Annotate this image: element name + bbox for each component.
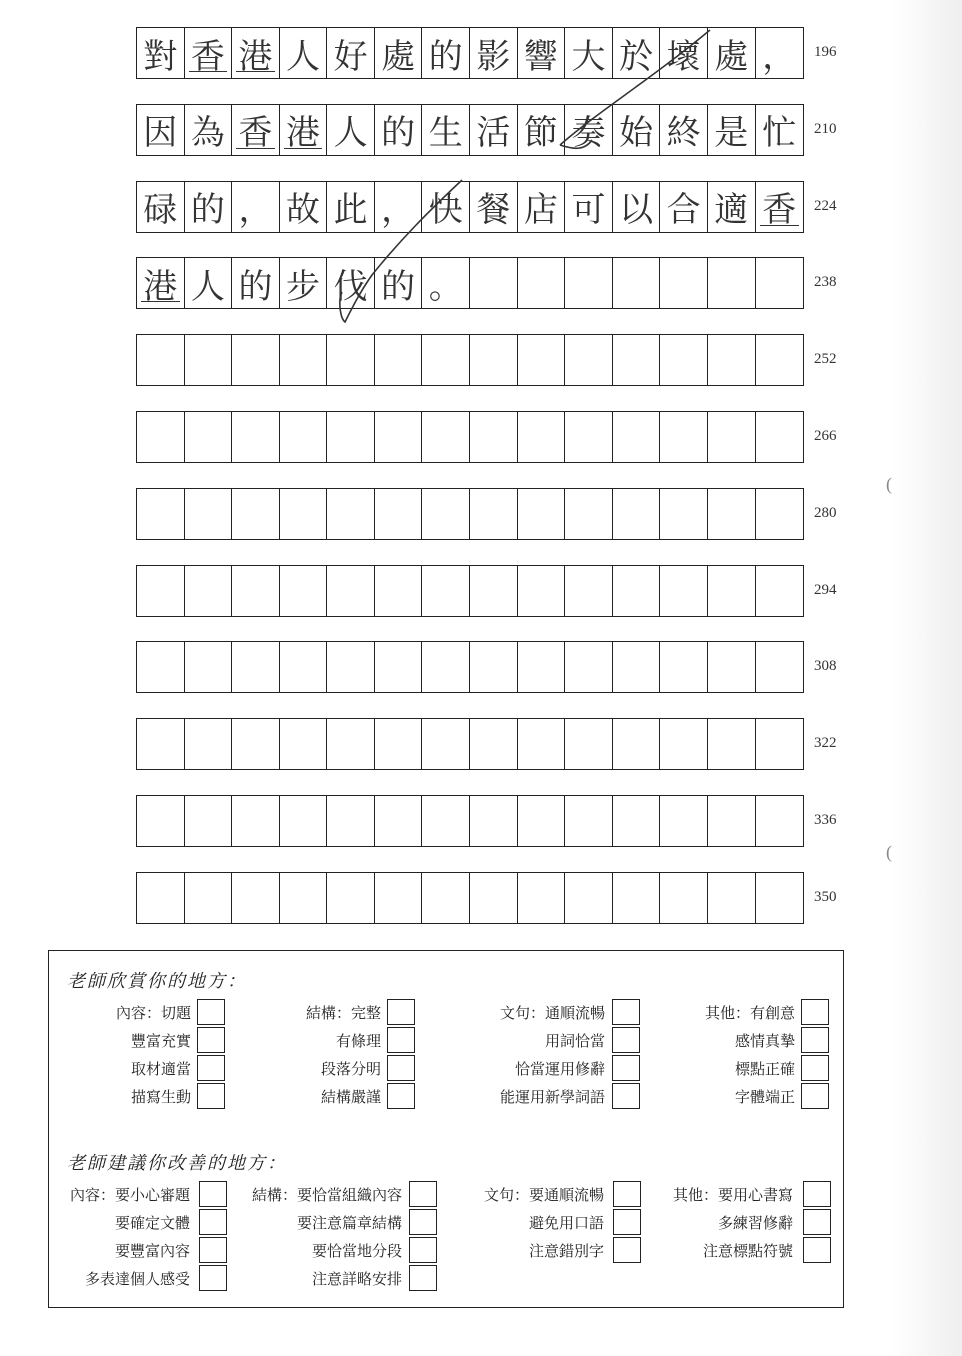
grid-cell: 對 <box>137 28 185 78</box>
grid-cell <box>232 873 280 923</box>
character-count: 210 <box>814 120 837 137</box>
grid-cell <box>565 412 613 462</box>
grid-cell <box>565 335 613 385</box>
checkbox[interactable] <box>387 1055 415 1081</box>
grid-cell: 大 <box>565 28 613 78</box>
grid-cell <box>565 796 613 846</box>
grid-cell <box>137 566 185 616</box>
grid-cell: 人 <box>185 258 233 308</box>
checkbox[interactable] <box>803 1209 831 1235</box>
checklist-label <box>484 1184 604 1205</box>
grid-cell: 於 <box>613 28 661 78</box>
grid-cell <box>708 412 756 462</box>
character-count: 350 <box>814 888 837 905</box>
grid-row <box>136 104 804 156</box>
grid-cell <box>518 335 566 385</box>
checkbox[interactable] <box>199 1265 227 1291</box>
grid-cell <box>375 489 423 539</box>
grid-cell: 終 <box>660 105 708 155</box>
grid-cell <box>470 258 518 308</box>
grid-cell: 香 <box>756 182 804 232</box>
checklist-label <box>545 1030 605 1051</box>
grid-cell <box>660 719 708 769</box>
grid-cell: ， <box>232 182 280 232</box>
grid-cell <box>708 566 756 616</box>
checklist-item-text: 字體端正 <box>734 1088 795 1106</box>
category-head: 其他： <box>704 1004 750 1022</box>
grid-cell <box>327 335 375 385</box>
character-count: 336 <box>814 812 837 828</box>
grid-cell <box>137 335 185 385</box>
checkbox[interactable] <box>387 999 415 1025</box>
grid-cell <box>518 566 566 616</box>
grid-row <box>136 565 804 617</box>
grid-row <box>136 411 804 463</box>
grid-cell <box>708 873 756 923</box>
grid-cell <box>375 642 423 692</box>
grid-cell: 的 <box>375 258 423 308</box>
checklist-label <box>735 1058 795 1079</box>
grid-cell: 香 <box>185 28 233 78</box>
grid-cell <box>708 642 756 692</box>
grid-cell <box>565 489 613 539</box>
grid-cell <box>756 796 804 846</box>
grid-cell: 適 <box>708 182 756 232</box>
checklist-label <box>703 1240 793 1261</box>
improve-title: 老師建議你改善的地方： <box>67 1153 287 1174</box>
grid-cell <box>470 642 518 692</box>
category-head: 結構： <box>305 1004 351 1022</box>
grid-cell <box>470 796 518 846</box>
grid-cell <box>756 642 804 692</box>
checklist-label <box>718 1212 793 1233</box>
grid-cell <box>518 489 566 539</box>
checklist-label <box>116 1002 191 1023</box>
grid-cell <box>232 335 280 385</box>
checklist-item-text: 能運用新學詞語 <box>499 1088 605 1106</box>
grid-cell <box>280 412 328 462</box>
grid-cell <box>708 489 756 539</box>
checklist-label <box>252 1184 402 1205</box>
checklist-item-text: 注意標點符號 <box>702 1242 793 1260</box>
grid-cell <box>422 335 470 385</box>
checklist-item-text: 段落分明 <box>320 1060 381 1078</box>
grid-cell: 響 <box>518 28 566 78</box>
grid-row <box>136 795 804 847</box>
checklist-label <box>131 1058 191 1079</box>
grid-cell <box>613 258 661 308</box>
checklist-label <box>336 1030 381 1051</box>
margin-mark: ( <box>886 842 892 862</box>
grid-cell: 餐 <box>470 182 518 232</box>
grid-cell <box>613 412 661 462</box>
checklist-label <box>115 1240 190 1261</box>
checkbox[interactable] <box>613 1237 641 1263</box>
character-count: 294 <box>814 581 837 598</box>
checkbox[interactable] <box>803 1181 831 1207</box>
grid-row <box>136 257 804 309</box>
grid-cell <box>422 873 470 923</box>
grid-cell <box>327 566 375 616</box>
checkbox[interactable] <box>387 1083 415 1109</box>
checklist-item-text: 要確定文體 <box>114 1214 190 1232</box>
grid-cell <box>613 796 661 846</box>
grid-cell <box>327 489 375 539</box>
checkbox[interactable] <box>409 1237 437 1263</box>
grid-cell <box>327 412 375 462</box>
grid-cell <box>185 335 233 385</box>
grid-cell <box>422 642 470 692</box>
grid-cell <box>660 566 708 616</box>
grid-cell <box>756 258 804 308</box>
category-head: 內容： <box>69 1186 115 1204</box>
checklist-item-text: 描寫生動 <box>130 1088 191 1106</box>
checklist-item-text: 標點正確 <box>734 1060 795 1078</box>
grid-cell: 港 <box>232 28 280 78</box>
checklist-label <box>529 1212 604 1233</box>
grid-cell <box>470 719 518 769</box>
checklist-item-text: 多練習修辭 <box>717 1214 793 1232</box>
grid-cell <box>756 719 804 769</box>
grid-cell: 的 <box>232 258 280 308</box>
checkbox[interactable] <box>612 1055 640 1081</box>
grid-cell <box>137 796 185 846</box>
grid-cell <box>232 489 280 539</box>
appreciate-title: 老師欣賞你的地方： <box>67 971 247 992</box>
grid-cell <box>280 642 328 692</box>
checkbox[interactable] <box>197 1055 225 1081</box>
grid-cell <box>327 719 375 769</box>
checklist-item-text: 注意錯別字 <box>528 1242 604 1260</box>
grid-cell <box>422 489 470 539</box>
checklist-label <box>115 1212 190 1233</box>
checklist-label <box>70 1184 190 1205</box>
grid-cell <box>327 873 375 923</box>
character-count: 322 <box>814 735 837 752</box>
grid-row <box>136 27 804 79</box>
grid-cell <box>565 642 613 692</box>
grid-cell: 人 <box>327 105 375 155</box>
grid-cell <box>660 796 708 846</box>
checkbox[interactable] <box>199 1209 227 1235</box>
margin-mark: ( <box>886 474 892 494</box>
category-head: 文句： <box>483 1186 529 1204</box>
grid-cell <box>375 796 423 846</box>
grid-cell <box>422 796 470 846</box>
grid-cell <box>756 412 804 462</box>
grid-cell <box>185 489 233 539</box>
character-count: 196 <box>814 44 837 60</box>
grid-row <box>136 872 804 924</box>
checklist-label <box>529 1240 604 1261</box>
category-head: 文句： <box>499 1004 545 1022</box>
checkbox[interactable] <box>409 1181 437 1207</box>
grid-cell: 可 <box>565 182 613 232</box>
grid-cell <box>137 642 185 692</box>
checklist-item-text: 注意詳略安排 <box>311 1270 402 1288</box>
grid-cell: 奏 <box>565 105 613 155</box>
checklist-label <box>515 1058 605 1079</box>
grid-cell <box>280 719 328 769</box>
grid-cell <box>518 258 566 308</box>
grid-cell <box>137 412 185 462</box>
grid-cell: 處 <box>375 28 423 78</box>
grid-cell <box>137 719 185 769</box>
grid-cell: 為 <box>185 105 233 155</box>
grid-cell <box>660 335 708 385</box>
grid-cell: 壞 <box>660 28 708 78</box>
checklist-label <box>500 1002 605 1023</box>
grid-cell <box>422 566 470 616</box>
category-head: 其他： <box>672 1186 718 1204</box>
checkbox[interactable] <box>801 1027 829 1053</box>
grid-cell <box>422 412 470 462</box>
grid-cell <box>232 566 280 616</box>
checklist-label <box>321 1058 381 1079</box>
grid-cell <box>232 412 280 462</box>
character-count: 238 <box>814 274 837 291</box>
grid-cell: 因 <box>137 105 185 155</box>
grid-cell <box>470 412 518 462</box>
grid-cell: 活 <box>470 105 518 155</box>
checklist-item-text: 結構嚴謹 <box>320 1088 381 1106</box>
grid-cell <box>185 642 233 692</box>
grid-cell <box>518 873 566 923</box>
character-count: 252 <box>814 351 837 368</box>
grid-row <box>136 488 804 540</box>
grid-cell <box>756 566 804 616</box>
grid-cell <box>232 642 280 692</box>
grid-cell: 是 <box>708 105 756 155</box>
teacher-feedback-box <box>48 950 844 1308</box>
grid-cell: 的 <box>375 105 423 155</box>
checkbox[interactable] <box>199 1237 227 1263</box>
grid-cell <box>565 258 613 308</box>
grid-cell <box>185 719 233 769</box>
checklist-label <box>306 1002 381 1023</box>
grid-cell <box>613 873 661 923</box>
grid-cell <box>470 489 518 539</box>
checklist-label <box>312 1268 402 1289</box>
grid-cell <box>756 873 804 923</box>
checkbox[interactable] <box>197 1027 225 1053</box>
checklist-item-text: 要通順流暢 <box>528 1186 604 1204</box>
grid-cell: 始 <box>613 105 661 155</box>
checkbox[interactable] <box>612 999 640 1025</box>
grid-cell <box>660 642 708 692</box>
checkbox[interactable] <box>801 999 829 1025</box>
checklist-item-text: 要用心書寫 <box>717 1186 793 1204</box>
grid-cell <box>185 796 233 846</box>
grid-cell <box>613 642 661 692</box>
checkbox[interactable] <box>409 1209 437 1235</box>
grid-cell <box>280 489 328 539</box>
grid-cell: 。 <box>422 258 470 308</box>
grid-cell <box>708 258 756 308</box>
grid-cell: 處 <box>708 28 756 78</box>
grid-cell <box>470 335 518 385</box>
grid-cell <box>518 796 566 846</box>
grid-cell <box>185 412 233 462</box>
grid-cell: 的 <box>185 182 233 232</box>
checklist-item-text: 取材適當 <box>130 1060 191 1078</box>
category-head: 結構： <box>251 1186 297 1204</box>
grid-cell <box>756 489 804 539</box>
grid-cell <box>185 566 233 616</box>
checkbox[interactable] <box>409 1265 437 1291</box>
grid-cell: 伐 <box>327 258 375 308</box>
grid-cell <box>565 719 613 769</box>
checklist-item-text: 避免用口語 <box>528 1214 604 1232</box>
grid-cell <box>375 412 423 462</box>
grid-cell <box>708 719 756 769</box>
grid-row <box>136 641 804 693</box>
grid-cell: 港 <box>280 105 328 155</box>
grid-cell: 的 <box>422 28 470 78</box>
checklist-item-text: 恰當運用修辭 <box>514 1060 605 1078</box>
grid-cell <box>470 873 518 923</box>
grid-cell: 生 <box>422 105 470 155</box>
grid-cell <box>613 719 661 769</box>
grid-cell <box>565 873 613 923</box>
checklist-label <box>131 1086 191 1107</box>
grid-cell <box>137 873 185 923</box>
grid-cell <box>756 335 804 385</box>
checkbox[interactable] <box>387 1027 415 1053</box>
grid-cell <box>232 796 280 846</box>
checklist-item-text: 要小心審題 <box>114 1186 190 1204</box>
grid-cell: 人 <box>280 28 328 78</box>
checklist-item-text: 感情真摯 <box>734 1032 795 1050</box>
grid-cell: 步 <box>280 258 328 308</box>
grid-cell <box>660 873 708 923</box>
checklist-item-text: 要恰當地分段 <box>311 1242 402 1260</box>
checklist-item-text: 要注意篇章結構 <box>296 1214 402 1232</box>
grid-cell <box>327 642 375 692</box>
grid-cell <box>137 489 185 539</box>
grid-row <box>136 718 804 770</box>
grid-cell <box>280 335 328 385</box>
checkbox[interactable] <box>197 999 225 1025</box>
checkbox[interactable] <box>613 1209 641 1235</box>
grid-cell: 香 <box>232 105 280 155</box>
checklist-label <box>297 1212 402 1233</box>
checklist-item-text: 多表達個人感受 <box>84 1270 190 1288</box>
grid-cell: 以 <box>613 182 661 232</box>
grid-cell <box>375 719 423 769</box>
grid-cell <box>375 873 423 923</box>
grid-cell <box>375 566 423 616</box>
grid-cell <box>422 719 470 769</box>
checklist-label <box>321 1086 381 1107</box>
checklist-item-text: 豐富充實 <box>130 1032 191 1050</box>
checklist-item-text: 要豐富內容 <box>114 1242 190 1260</box>
checklist-item-text: 通順流暢 <box>544 1004 605 1022</box>
grid-cell <box>518 719 566 769</box>
checkbox[interactable] <box>197 1083 225 1109</box>
checklist-label <box>705 1002 795 1023</box>
character-count: 266 <box>814 428 837 444</box>
grid-cell: 故 <box>280 182 328 232</box>
checklist-label <box>131 1030 191 1051</box>
checklist-item-text: 有條理 <box>335 1032 381 1050</box>
character-count: 280 <box>814 504 837 521</box>
grid-cell: 合 <box>660 182 708 232</box>
checklist-item-text: 切題 <box>160 1004 191 1022</box>
grid-cell <box>375 335 423 385</box>
checkbox[interactable] <box>612 1027 640 1053</box>
grid-row <box>136 181 804 233</box>
grid-cell: 碌 <box>137 182 185 232</box>
grid-cell <box>280 873 328 923</box>
checklist-label <box>500 1086 605 1107</box>
grid-cell: 影 <box>470 28 518 78</box>
grid-cell: 此 <box>327 182 375 232</box>
grid-cell <box>185 873 233 923</box>
checklist-item-text: 要恰當組織內容 <box>296 1186 402 1204</box>
grid-row <box>136 334 804 386</box>
grid-cell <box>660 258 708 308</box>
checklist-label <box>85 1268 190 1289</box>
grid-cell: 店 <box>518 182 566 232</box>
grid-cell: ， <box>375 182 423 232</box>
character-count: 308 <box>814 658 837 675</box>
checklist-label <box>312 1240 402 1261</box>
grid-cell: 好 <box>327 28 375 78</box>
grid-cell: 快 <box>422 182 470 232</box>
scan-edge-shadow <box>892 0 962 1356</box>
grid-cell <box>708 335 756 385</box>
category-head: 內容： <box>115 1004 161 1022</box>
checkbox[interactable] <box>199 1181 227 1207</box>
grid-cell <box>660 489 708 539</box>
grid-cell <box>613 335 661 385</box>
grid-cell <box>280 566 328 616</box>
grid-cell <box>660 412 708 462</box>
checklist-label <box>673 1184 793 1205</box>
checkbox[interactable] <box>801 1083 829 1109</box>
grid-cell <box>232 719 280 769</box>
grid-cell: 忙 <box>762 113 797 154</box>
grid-cell <box>518 412 566 462</box>
checklist-item-text: 用詞恰當 <box>544 1032 605 1050</box>
grid-cell <box>280 796 328 846</box>
checkbox[interactable] <box>613 1181 641 1207</box>
checkbox[interactable] <box>801 1055 829 1081</box>
grid-cell <box>470 566 518 616</box>
checkbox[interactable] <box>803 1237 831 1263</box>
grid-cell <box>327 796 375 846</box>
grid-cell: 節 <box>518 105 566 155</box>
checkbox[interactable] <box>612 1083 640 1109</box>
checklist-item-text: 有創意 <box>749 1004 795 1022</box>
grid-cell <box>565 566 613 616</box>
checklist-label <box>735 1030 795 1051</box>
character-count: 224 <box>814 197 837 214</box>
grid-cell: 港 <box>137 258 185 308</box>
grid-cell <box>518 642 566 692</box>
checklist-item-text: 完整 <box>350 1004 381 1022</box>
checklist-label <box>735 1086 795 1107</box>
grid-cell <box>708 796 756 846</box>
grid-cell <box>613 566 661 616</box>
grid-cell <box>613 489 661 539</box>
grid-cell: ， <box>762 36 797 77</box>
